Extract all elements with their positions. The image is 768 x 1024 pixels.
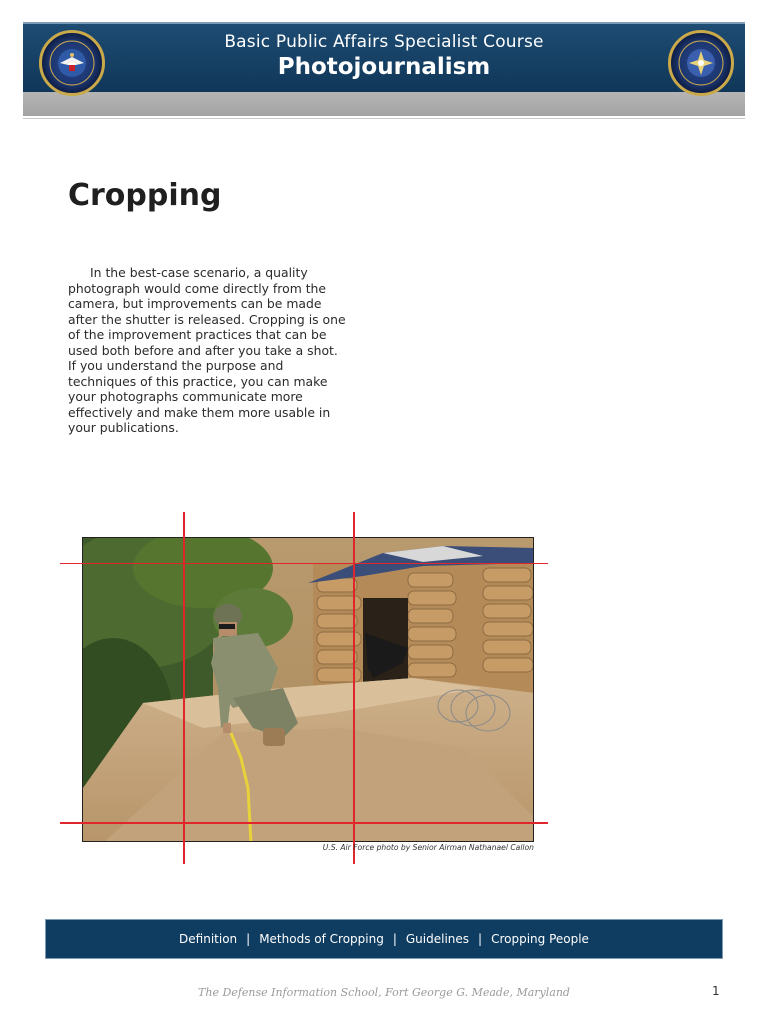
defense-information-school-seal-icon: [668, 30, 734, 96]
header-gray-strip: [23, 92, 745, 116]
crop-line-right: [353, 512, 355, 864]
body-paragraph: In the best-case scenario, a quality photograph would come directly from the camera, but improvements can be made after the shutter is released. Cropping is one of the improvement practices that can be used both before and after you take a shot. If you understand the purpose and techniques of this practice, you can make your photographs communicate more effectively and make them more usable in your publications.: [68, 265, 346, 435]
module-title: Photojournalism: [277, 54, 491, 80]
soldier-photo: [82, 537, 534, 842]
crop-line-left: [183, 512, 185, 864]
section-nav-bar: [45, 919, 723, 959]
nav-separator: |: [478, 932, 483, 946]
nav-separator: |: [246, 932, 251, 946]
header-rule: [23, 118, 745, 119]
page-header: [23, 22, 745, 118]
nav-link-cropping-people[interactable]: Cropping People: [491, 932, 589, 946]
page-title: Cropping: [68, 178, 222, 213]
crop-line-top: [60, 563, 548, 564]
nav-link-methods-of-cropping[interactable]: Methods of Cropping: [259, 932, 384, 946]
nav-link-guidelines[interactable]: Guidelines: [405, 932, 470, 946]
photo-caption: U.S. Air Force photo by Senior Airman Nathanael Callon: [322, 843, 534, 852]
crop-line-bottom: [60, 822, 548, 824]
course-title: Basic Public Affairs Specialist Course: [224, 32, 544, 52]
page-number: 1: [712, 984, 720, 998]
footer-text: The Defense Information School, Fort George G. Meade, Maryland: [198, 986, 570, 999]
nav-link-definition[interactable]: Definition: [179, 932, 238, 946]
nav-separator: |: [392, 932, 397, 946]
